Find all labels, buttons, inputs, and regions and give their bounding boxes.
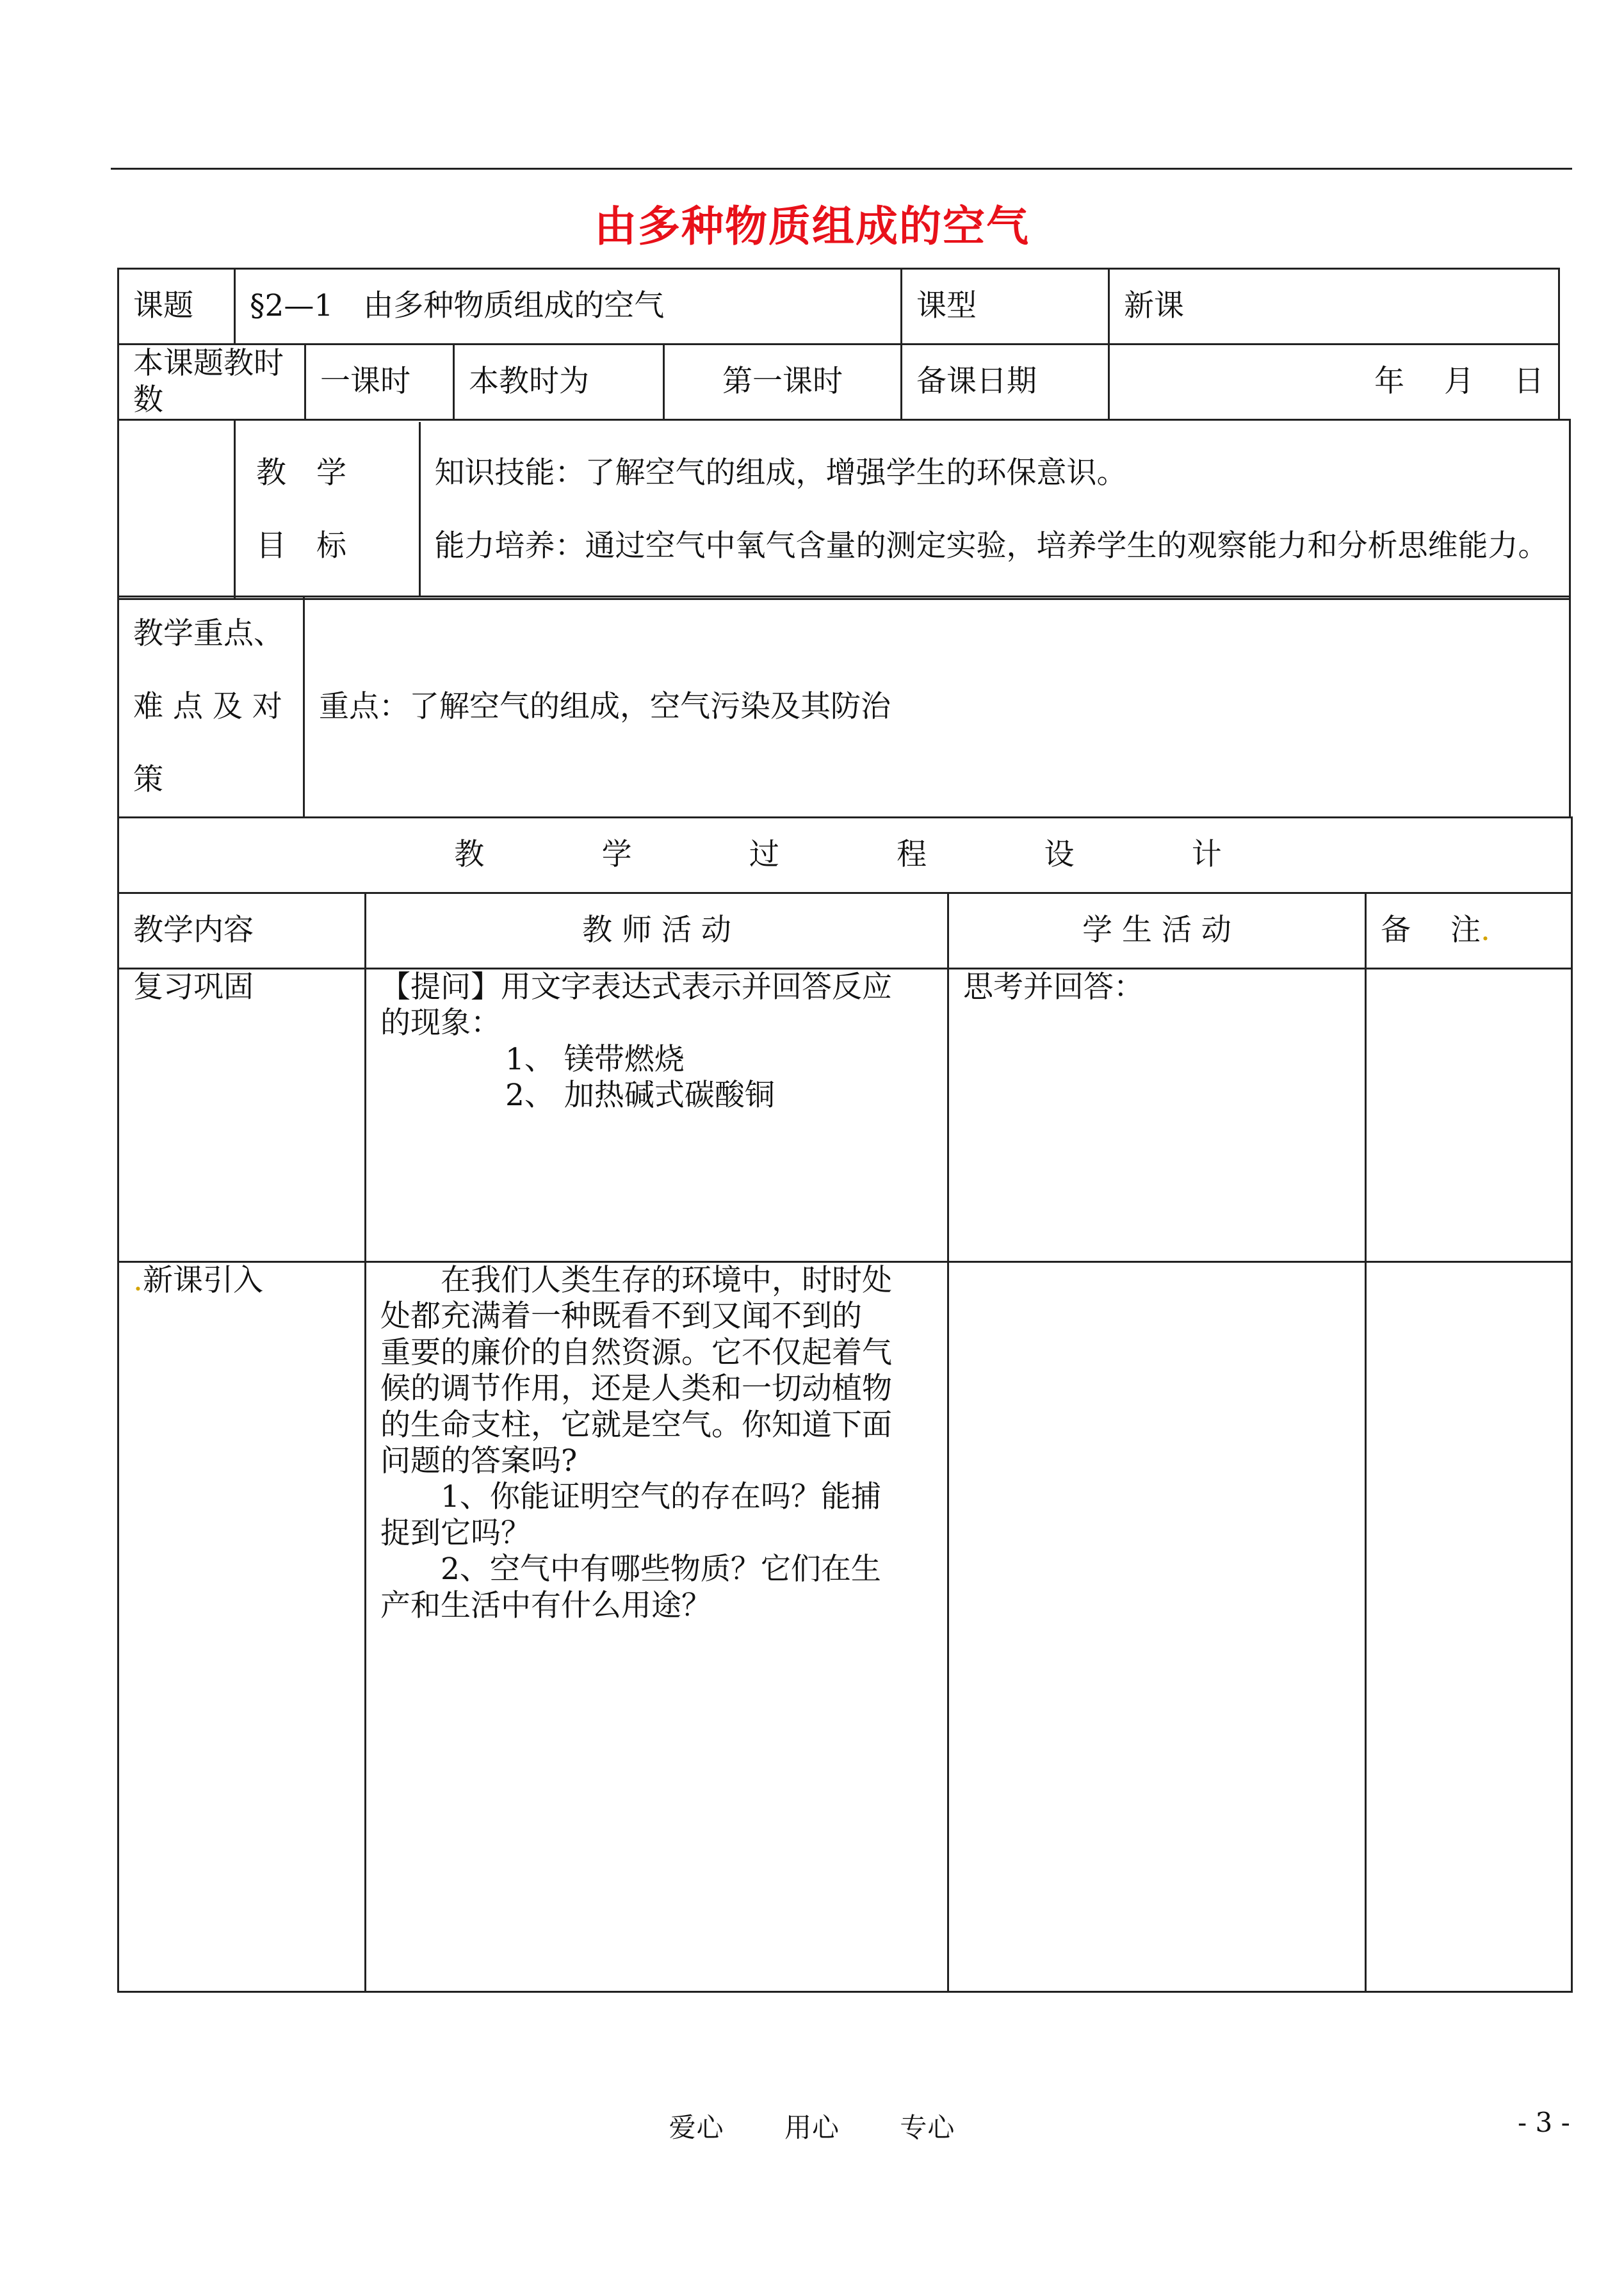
process-heading: 教学过程设计 (118, 818, 1572, 893)
footer-motto: 爱心 用心 专心 (669, 2112, 955, 2143)
lesson-info-table (117, 268, 1571, 600)
row-intro-notes (1366, 1262, 1572, 1992)
row-intro-teacher: 在我们人类生存的环境中，时时处 处都充满着一种既看不到又闻不到的 重要的廉价的自然资源。它不仅起着气 候的调节作用，还是人类和一切动植物 的生命支柱，它就是空气。你知道下面 问题的答案吗? 1、你能证明空气的存在吗？能捕 捉到它吗？ 2、空气中有哪些物质？它们在生 产和生活中有什么用途？ (366, 1262, 948, 1992)
page-number: - 3 - (1518, 2107, 1570, 2138)
table-row (118, 969, 1572, 1262)
type-value: 新课 (1109, 269, 1559, 345)
topic-value: §2—1 由多种物质组成的空气 (235, 269, 902, 345)
type-label: 课型 (902, 269, 1109, 345)
focus-label: 教学重点、 难 点 及 对 策 (118, 597, 304, 818)
topic-row (118, 269, 1570, 345)
objectives-text (419, 422, 1569, 597)
col-header-notes: 备 注. (1366, 893, 1572, 969)
row-intro-content: .新课引入 (118, 1262, 366, 1992)
process-table (117, 816, 1573, 1993)
objectives-label: 教 学 目 标 (236, 422, 419, 597)
focus-table (117, 596, 1571, 818)
topic-label: 课题 (118, 269, 235, 345)
row-intro-student (948, 1262, 1366, 1992)
col-header-student: 学 生 活 动 (948, 893, 1366, 969)
document-title: 由多种物质组成的空气 (594, 202, 1030, 251)
hours-label: 本课题教时数 (118, 345, 305, 420)
row-review-student: 思考并回答： (948, 969, 1366, 1262)
col-header-content: 教学内容 (118, 893, 366, 969)
objective-ability: 能力培养：通过空气中氧气含量的测定实验，培养学生的观察能力和分析思维能力。 (434, 528, 1548, 564)
table-row (118, 1262, 1572, 1992)
focus-text: 重点：了解空气的组成，空气污染及其防治 (304, 597, 1570, 818)
process-heading-row (118, 818, 1572, 893)
hours-value: 一课时 (305, 345, 454, 420)
row-review-notes (1366, 969, 1572, 1262)
col-header-teacher: 教 师 活 动 (366, 893, 948, 969)
focus-row (118, 597, 1570, 818)
this-lesson-value: 第一课时 (664, 345, 902, 420)
hours-row (118, 345, 1570, 420)
date-value: 年 月 日 (1109, 345, 1559, 420)
row-review-content: 复习巩固 (118, 969, 366, 1262)
row-review-teacher: 【提问】用文字表达式表示并回答反应 的现象： 1、 镁带燃烧 2、 加热碱式碳酸铜 (366, 969, 948, 1262)
this-lesson-label: 本教时为 (454, 345, 664, 420)
objectives-row (118, 420, 1570, 599)
date-label: 备课日期 (902, 345, 1109, 420)
column-header-row (118, 893, 1572, 969)
header-rule (111, 168, 1572, 170)
objective-knowledge: 知识技能：了解空气的组成，增强学生的环保意识。 (434, 455, 1127, 491)
